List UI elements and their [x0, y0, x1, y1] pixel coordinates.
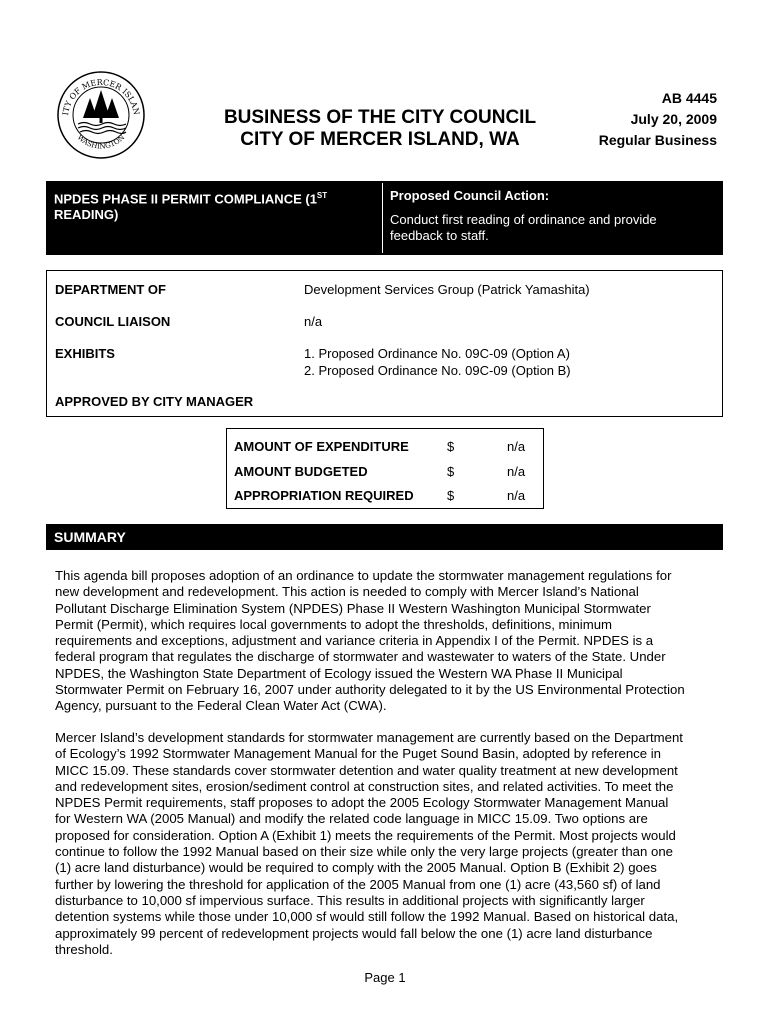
subject-line2: READING) — [54, 207, 119, 223]
paragraph-line: Mercer Island’s development standards for stormwater management are currently based on the Department — [55, 730, 683, 745]
expenditure-label: AMOUNT OF EXPENDITURE — [234, 439, 409, 454]
action-bar — [46, 181, 723, 255]
paragraph-line: Stormwater Permit on February 16, 2007 under authority delegated to it by the US Environmental Protection — [55, 682, 685, 698]
budgeted-label: AMOUNT BUDGETED — [234, 464, 368, 479]
subject-text: NPDES PHASE II PERMIT COMPLIANCE (1 — [54, 191, 317, 207]
appropriation-value: n/a — [507, 488, 526, 503]
paragraph-line: threshold. — [55, 941, 113, 957]
appropriation-currency: $ — [447, 488, 455, 503]
paragraph-line: NPDES Permit requirements, staff proposes to adopt the 2005 Ecology Stormwater Management Manual — [55, 795, 669, 811]
paragraph-line: federal program that regulates the discharge of stormwater and wastewater to waters of the State. Under — [55, 649, 666, 665]
page-title-line1: BUSINESS OF THE CITY COUNCIL — [223, 107, 537, 128]
appropriation-label: APPROPRIATION REQUIRED — [234, 488, 414, 503]
table-row — [234, 488, 534, 508]
seal-top-text: ITY OF MERCER ISLAN — [61, 77, 141, 116]
city-seal-logo — [56, 70, 146, 160]
paragraph-line: Agency, pursuant to the Federal Clean Water Act (CWA). — [55, 698, 387, 714]
exhibit-1: 1. Proposed Ordinance No. 09C-09 (Option A) — [304, 346, 570, 361]
paragraph-line: disturbance to 10,000 sf impervious surface. This results in additional projects with significantly larger — [55, 892, 645, 908]
meeting-date: July 20, 2009 — [630, 111, 717, 127]
table-row — [234, 464, 534, 484]
agenda-subject — [54, 188, 374, 223]
seal-bottom-text: WASHINGTON — [75, 133, 127, 151]
paragraph-line: approximately 99 percent of redevelopment projects would fall below the one (1) acre land disturbance — [55, 925, 653, 941]
action-divider — [382, 183, 383, 253]
paragraph-line: requirements and exceptions, adjustment and variance criteria in Appendix I of the Permit. NPDES is a — [55, 633, 654, 649]
summary-heading: SUMMARY — [54, 529, 126, 545]
budgeted-currency: $ — [447, 464, 455, 479]
summary-paragraph-1 — [55, 568, 725, 715]
paragraph-line: proposed for consideration. Option A (Exhibit 1) meets the requirements of the Permit. Most projects would — [55, 827, 676, 843]
approved-label: APPROVED BY CITY MANAGER — [55, 394, 254, 409]
business-type: Regular Business — [598, 132, 717, 148]
budgeted-value: n/a — [507, 464, 526, 479]
expenditure-currency: $ — [447, 439, 455, 454]
proposed-action-label: Proposed Council Action: — [390, 188, 550, 203]
paragraph-line: further by lowering the threshold for application of the 2005 Manual from one (1) acre (43,560 sf) of land — [55, 876, 661, 892]
summary-paragraph-2 — [55, 730, 725, 958]
paragraph-line: and redevelopment sites, erosion/sediment control at construction sites, and related activities. To meet the — [55, 778, 674, 794]
paragraph-line: continue to follow the 1992 Manual based on their size while only the very large projects (greater than one — [55, 844, 673, 860]
subject-superscript: ST — [316, 191, 328, 200]
proposed-action-line2: feedback to staff. — [390, 228, 489, 243]
page-number: Page 1 — [364, 970, 406, 985]
paragraph-line: for Western WA (2005 Manual) and modify the related code language in MICC 15.09. Two options are — [55, 811, 648, 827]
department-label: DEPARTMENT OF — [55, 282, 166, 297]
page-title-line2: CITY OF MERCER ISLAND, WA — [240, 129, 520, 150]
paragraph-line: MICC 15.09. These standards cover stormwater detention and water quality treatment at new development — [55, 762, 678, 778]
liaison-label: COUNCIL LIAISON — [55, 314, 171, 329]
paragraph-line: This agenda bill proposes adoption of an ordinance to update the stormwater management regulations for — [55, 568, 672, 583]
exhibits-label: EXHIBITS — [55, 346, 115, 361]
paragraph-line: Permit (Permit), which requires local governments to adopt the thresholds, definitions, minimum — [55, 616, 613, 632]
paragraph-line: of Ecology’s 1992 Stormwater Management Manual for the Puget Sound Basin, adopted by reference in — [55, 746, 662, 762]
proposed-council-action — [390, 188, 715, 244]
expenditure-value: n/a — [507, 439, 526, 454]
info-box — [46, 270, 723, 417]
paragraph-line: detention systems while those under 10,000 sf would still follow the 1992 Manual. Based on historical data, — [55, 909, 679, 925]
agenda-bill-number: AB 4445 — [661, 90, 717, 106]
paragraph-line: (1) acre land disturbance) would be required to comply with the 2005 Manual. Option B (Exhibit 2) goes — [55, 860, 657, 876]
department-value: Development Services Group (Patrick Yamashita) — [304, 282, 590, 297]
proposed-action-line1: Conduct first reading of ordinance and provide — [390, 212, 657, 227]
paragraph-line: NPDES, the Washington State Department of Ecology issued the Western WA Phase II Municipal — [55, 665, 623, 681]
table-row — [234, 439, 534, 459]
svg-text:WASHINGTON — [76, 133, 127, 150]
expenditure-box — [226, 428, 544, 509]
exhibit-2: 2. Proposed Ordinance No. 09C-09 (Option B) — [304, 363, 571, 378]
paragraph-line: Pollutant Discharge Elimination System (NPDES) Phase II Western Washington Municipal Stormwater — [55, 600, 651, 616]
liaison-value: n/a — [304, 314, 323, 329]
paragraph-line: new development and redevelopment. This action is needed to comply with Mercer Island’s National — [55, 584, 639, 600]
summary-heading-bar — [46, 524, 723, 550]
